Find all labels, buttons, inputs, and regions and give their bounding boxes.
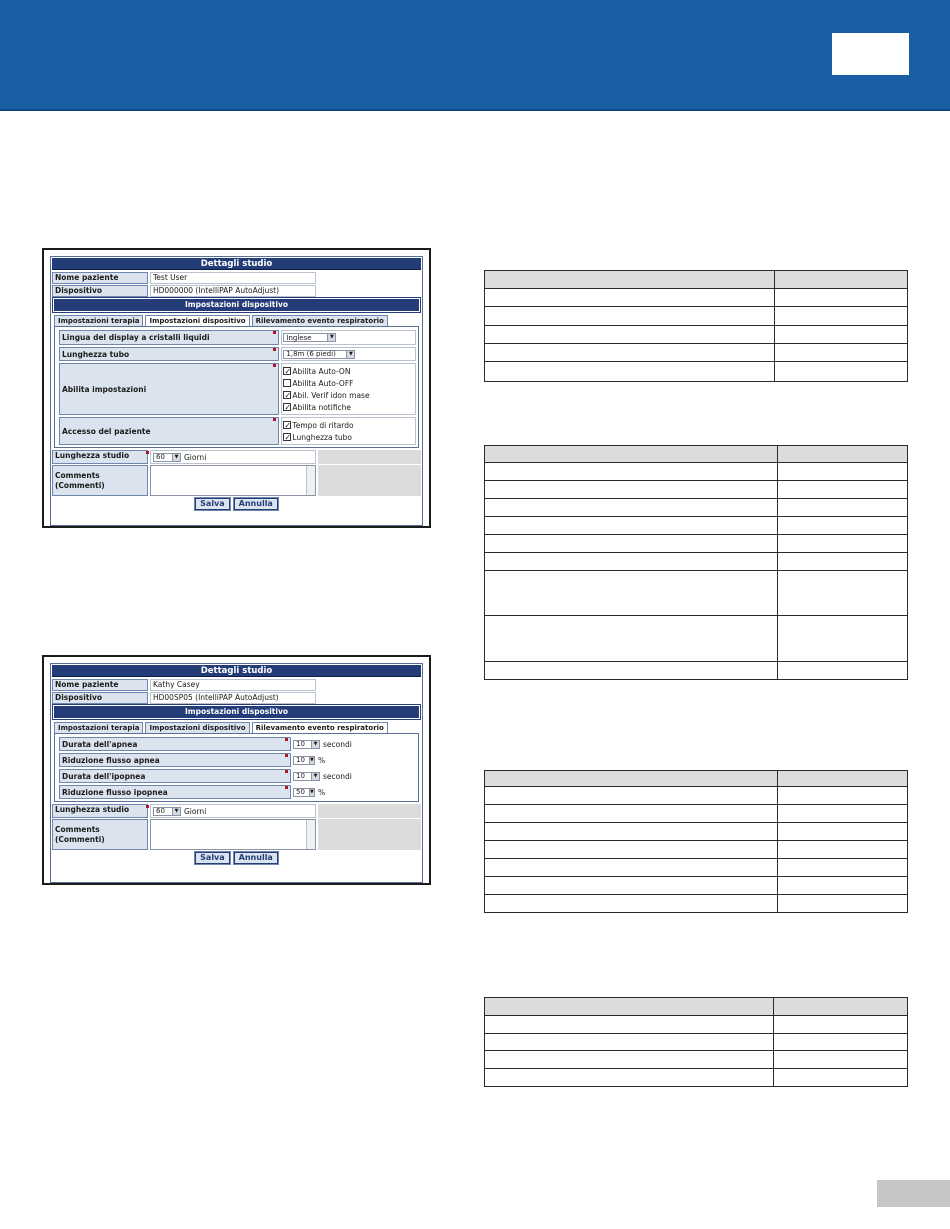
required-mark	[285, 738, 288, 741]
table-cell	[775, 307, 908, 326]
apnea-duration-unit: secondi	[323, 739, 352, 749]
table-cell	[485, 499, 778, 517]
table-cell	[485, 859, 778, 877]
table-cell	[485, 535, 778, 553]
checkbox-label: Abilita Auto-OFF	[292, 378, 354, 388]
save-button[interactable]: Salva	[195, 498, 230, 510]
table-cell	[485, 805, 778, 823]
hypopnea-duration-select[interactable]	[293, 772, 320, 781]
comments-filler	[318, 819, 421, 850]
hypopnea-duration-label-text: Durata dell'ipopnea	[62, 771, 146, 781]
tab-device-settings[interactable]: Impostazioni dispositivo	[145, 722, 249, 733]
tube-length-select[interactable]	[283, 350, 355, 359]
table-header-cell	[485, 446, 778, 463]
table-cell	[485, 463, 778, 481]
tube-length-cell	[281, 347, 416, 361]
chevron-down-icon: ▼	[311, 741, 319, 748]
table-cell	[778, 481, 908, 499]
device-label: Dispositivo	[52, 285, 148, 297]
table-cell	[778, 877, 908, 895]
table-header-cell	[778, 771, 908, 787]
table-cell	[485, 841, 778, 859]
table-cell	[774, 1016, 908, 1034]
respiratory-event-screenshot	[42, 655, 431, 885]
lcd-language-label-text: Lingua del display a cristalli liquidi	[62, 333, 210, 342]
table-cell	[774, 1051, 908, 1069]
checkbox-checked-icon: ✓	[284, 403, 292, 412]
chevron-down-icon: ▼	[346, 351, 354, 358]
required-mark	[273, 348, 276, 351]
hypopnea-flow-reduction-cell	[293, 785, 325, 799]
comments-textarea[interactable]	[150, 465, 316, 496]
table-cell	[778, 499, 908, 517]
table-cell	[485, 517, 778, 535]
patient-name-label: Nome paziente	[52, 272, 148, 284]
required-mark	[273, 364, 276, 367]
apnea-duration-select[interactable]	[293, 740, 320, 749]
required-mark	[285, 770, 288, 773]
save-button[interactable]: Salva	[195, 852, 230, 864]
hypopnea-flow-reduction-label	[59, 785, 291, 799]
study-length-unit: Giorni	[184, 806, 207, 816]
table-cell	[778, 805, 908, 823]
hypopnea-duration-value: 10	[296, 772, 305, 780]
device-settings-screenshot	[42, 248, 431, 528]
patient-name-label: Nome paziente	[52, 679, 148, 691]
table-cell	[778, 571, 908, 616]
table-cell	[775, 289, 908, 307]
checkbox-auto-on[interactable]	[283, 365, 415, 377]
study-length-select[interactable]	[153, 807, 181, 816]
study-length-unit: Giorni	[184, 452, 207, 462]
chevron-down-icon: ▼	[172, 808, 180, 815]
table-cell	[485, 307, 775, 326]
enable-settings-label	[59, 363, 279, 415]
table-cell	[778, 841, 908, 859]
table-cell	[778, 662, 908, 680]
chevron-down-icon: ▼	[311, 773, 319, 780]
checkbox-label: Abilita Auto-ON	[292, 366, 351, 376]
apnea-flow-reduction-cell	[293, 753, 325, 767]
device-field: HD00SP05 (IntelliPAP AutoAdjust)	[150, 692, 316, 704]
table-cell	[485, 877, 778, 895]
checkbox-tube-length[interactable]	[283, 431, 415, 443]
checkbox-checked-icon: ✓	[284, 421, 292, 430]
required-mark	[285, 754, 288, 757]
lcd-language-value: Inglese	[286, 333, 312, 342]
cancel-button[interactable]: Annulla	[234, 498, 278, 510]
hypopnea-flow-reduction-select[interactable]	[293, 788, 315, 797]
checkbox-unchecked-icon	[283, 379, 291, 387]
study-length-filler	[318, 450, 421, 464]
apnea-flow-reduction-label	[59, 753, 291, 767]
checkbox-checked-icon: ✓	[284, 433, 292, 442]
apnea-flow-reduction-value: 10	[296, 756, 305, 764]
checkbox-label: Abilita notifiche	[292, 402, 352, 412]
checkbox-label: Tempo di ritardo	[292, 420, 354, 430]
lcd-language-cell	[281, 330, 416, 345]
apnea-flow-reduction-unit: %	[318, 755, 326, 765]
table-cell	[485, 344, 775, 362]
tab-therapy-settings[interactable]: Impostazioni terapia	[54, 315, 143, 326]
study-length-filler	[318, 804, 421, 818]
patient-access-label-text: Accesso del paziente	[62, 426, 151, 436]
tab-respiratory-event-detection[interactable]: Rilevamento evento respiratorio	[252, 722, 388, 733]
table-cell	[485, 571, 778, 616]
table-header-cell	[775, 271, 908, 289]
respiratory-event-panel	[54, 734, 419, 802]
study-length-label	[52, 450, 148, 464]
chevron-down-icon: ▼	[310, 756, 314, 763]
table-cell	[775, 362, 908, 382]
table-header-cell	[485, 771, 778, 787]
table-cell	[485, 662, 778, 680]
device-settings-section-title: Impostazioni dispositivo	[54, 706, 419, 718]
required-mark	[285, 786, 288, 789]
patient-name-field[interactable]: Test User	[150, 272, 316, 284]
apnea-flow-reduction-label-text: Riduzione flusso apnea	[62, 755, 160, 765]
study-length-label	[52, 804, 148, 818]
table-header-cell	[485, 271, 775, 289]
table-cell	[485, 289, 775, 307]
scrollbar[interactable]	[306, 466, 315, 495]
empty-table-1	[484, 270, 908, 382]
apnea-duration-value: 10	[296, 740, 305, 748]
hypopnea-flow-reduction-unit: %	[318, 787, 326, 797]
lcd-language-label	[59, 330, 279, 345]
study-details-title: Dettagli studio	[52, 258, 421, 270]
tab-respiratory-event-detection[interactable]: Rilevamento evento respiratorio	[252, 315, 388, 326]
table-cell	[778, 859, 908, 877]
tube-length-label	[59, 347, 279, 361]
checkbox-notifications[interactable]	[283, 401, 415, 413]
table-cell	[485, 553, 778, 571]
scrollbar[interactable]	[306, 820, 315, 849]
hypopnea-duration-cell	[293, 769, 352, 783]
required-mark	[273, 418, 276, 421]
empty-table-3	[484, 770, 908, 913]
device-label: Dispositivo	[52, 692, 148, 704]
comments-filler	[318, 465, 421, 496]
tube-length-label-text: Lunghezza tubo	[62, 349, 130, 359]
study-details-title: Dettagli studio	[52, 665, 421, 677]
checkbox-label: Lunghezza tubo	[292, 432, 352, 442]
checkbox-ramp-time[interactable]	[283, 419, 415, 431]
study-length-cell	[150, 804, 316, 818]
comments-label: Comments (Commenti)	[52, 819, 148, 850]
hypopnea-duration-unit: secondi	[323, 771, 352, 781]
study-details-window	[50, 663, 423, 883]
table-cell	[778, 463, 908, 481]
checkbox-checked-icon: ✓	[284, 391, 292, 400]
apnea-flow-reduction-select[interactable]	[293, 756, 315, 765]
table-cell	[485, 895, 778, 913]
table-cell	[774, 1034, 908, 1051]
table-cell	[778, 823, 908, 841]
table-cell	[775, 326, 908, 344]
study-length-select[interactable]	[153, 453, 181, 462]
empty-table-4	[484, 997, 908, 1087]
table-cell	[485, 1069, 774, 1087]
tube-length-value: 1,8m (6 piedi)	[286, 350, 336, 358]
header-logo-box	[832, 33, 909, 75]
study-length-value: 60	[156, 807, 165, 815]
table-cell	[778, 535, 908, 553]
table-cell	[485, 362, 775, 382]
table-cell	[778, 895, 908, 913]
table-header-cell	[774, 998, 908, 1016]
study-length-label-text: Lunghezza studio	[55, 805, 130, 814]
table-cell	[485, 787, 778, 805]
table-cell	[778, 787, 908, 805]
tab-device-settings[interactable]: Impostazioni dispositivo	[145, 315, 249, 326]
table-cell	[778, 553, 908, 571]
table-header-cell	[485, 998, 774, 1016]
patient-access-options	[281, 417, 416, 445]
tab-therapy-settings[interactable]: Impostazioni terapia	[54, 722, 143, 733]
study-length-value: 60	[156, 453, 165, 461]
table-cell	[485, 616, 778, 662]
patient-name-field[interactable]: Kathy Casey	[150, 679, 316, 691]
table-cell	[485, 326, 775, 344]
empty-table-2	[484, 445, 908, 680]
lcd-language-select[interactable]	[283, 333, 336, 342]
apnea-duration-label-text: Durata dell'apnea	[62, 739, 138, 749]
table-cell	[485, 823, 778, 841]
checkbox-checked-icon: ✓	[284, 367, 292, 376]
table-cell	[775, 344, 908, 362]
comments-label: Comments (Commenti)	[52, 465, 148, 496]
device-settings-panel	[54, 327, 419, 448]
table-cell	[485, 1034, 774, 1051]
study-length-cell	[150, 450, 316, 464]
device-field: HD000000 (IntelliPAP AutoAdjust)	[150, 285, 316, 297]
patient-access-label	[59, 417, 279, 445]
page-number-box	[877, 1180, 950, 1207]
study-length-label-text: Lunghezza studio	[55, 451, 130, 460]
chevron-down-icon: ▼	[327, 334, 335, 341]
settings-tabs	[54, 722, 419, 734]
table-cell	[485, 1051, 774, 1069]
study-details-window	[50, 256, 423, 526]
hypopnea-flow-reduction-label-text: Riduzione flusso ipopnea	[62, 787, 168, 797]
settings-tabs	[54, 315, 419, 327]
table-cell	[778, 517, 908, 535]
hypopnea-flow-reduction-value: 50	[296, 788, 305, 796]
table-cell	[485, 481, 778, 499]
chevron-down-icon: ▼	[172, 454, 180, 461]
required-mark	[146, 805, 149, 808]
page-header-band	[0, 0, 950, 111]
apnea-duration-label	[59, 737, 291, 751]
chevron-down-icon: ▼	[310, 788, 314, 795]
required-mark	[146, 451, 149, 454]
enable-settings-label-text: Abilita impostazioni	[62, 384, 147, 394]
enable-settings-options	[281, 363, 416, 415]
checkbox-auto-off[interactable]	[283, 377, 415, 389]
hypopnea-duration-label	[59, 769, 291, 783]
table-cell	[778, 616, 908, 662]
checkbox-label: Abil. Verif idon mase	[292, 390, 370, 400]
cancel-button[interactable]: Annulla	[234, 852, 278, 864]
device-settings-section-title: Impostazioni dispositivo	[54, 299, 419, 311]
apnea-duration-cell	[293, 737, 352, 751]
table-cell	[485, 1016, 774, 1034]
comments-textarea[interactable]	[150, 819, 316, 850]
table-cell	[774, 1069, 908, 1087]
required-mark	[273, 331, 276, 334]
checkbox-mask-check[interactable]	[283, 389, 415, 401]
table-header-cell	[778, 446, 908, 463]
